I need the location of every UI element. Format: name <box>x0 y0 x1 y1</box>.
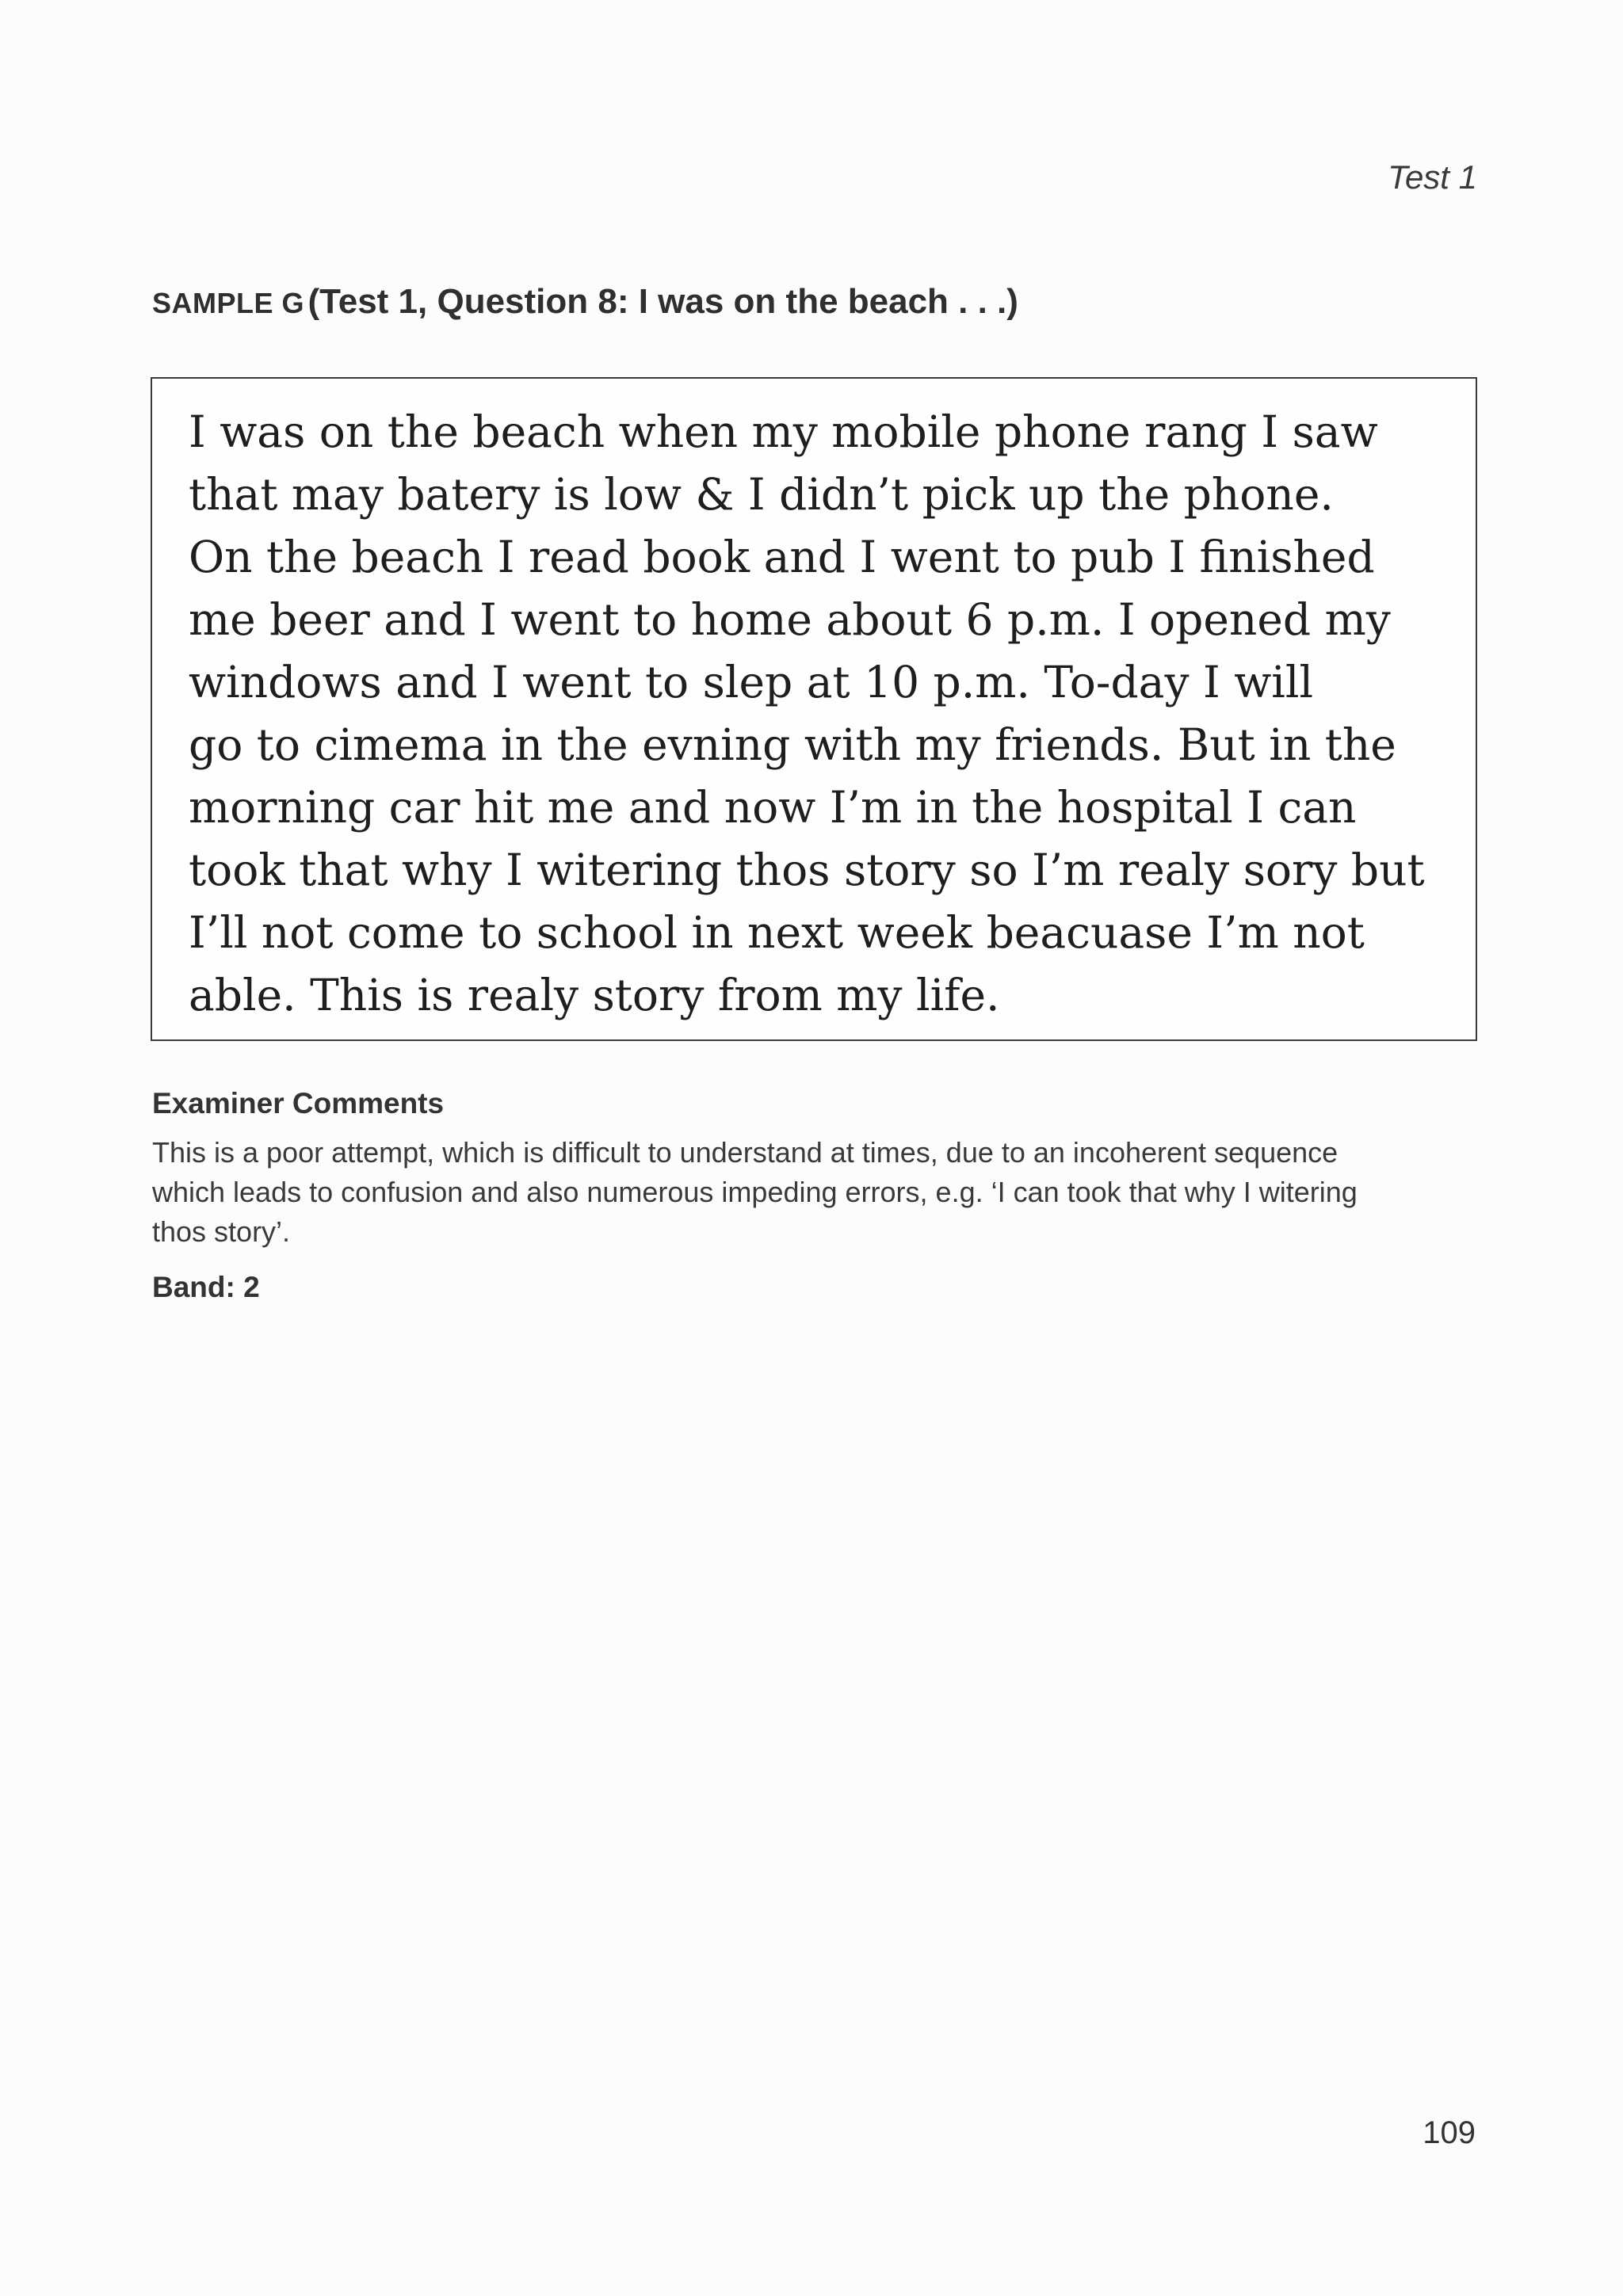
page-number: 109 <box>1423 2115 1476 2150</box>
answer-line: I’ll not come to school in next week beacuase I’m not <box>189 907 1365 958</box>
answer-line: took that why I witering thos story so I’m realy sory but <box>189 845 1425 895</box>
comment-line: which leads to confusion and also numerous impeding errors, e.g. ‘I can took that why I witering <box>152 1176 1358 1208</box>
answer-line: me beer and I went to home about 6 p.m. I opened my <box>189 594 1391 645</box>
sample-question: (Test 1, Question 8: I was on the beach . . .) <box>307 282 1018 321</box>
answer-line: able. This is realy story from my life. <box>189 970 1000 1020</box>
answer-line: morning car hit me and now I’m in the hospital I can <box>189 782 1357 833</box>
examiner-comments-heading: Examiner Comments <box>152 1087 445 1119</box>
examiner-comments-body <box>152 1133 1358 1252</box>
handwritten-answer <box>189 401 1460 1027</box>
sample-tag: SAMPLE G <box>152 287 305 319</box>
sample-heading <box>152 282 1018 322</box>
answer-line: that may batery is low & I didn’t pick up the phone. <box>189 469 1334 520</box>
running-head: Test 1 <box>1388 158 1477 196</box>
answer-box <box>151 377 1477 1041</box>
answer-line: On the beach I read book and I went to pub I finished <box>189 532 1375 582</box>
band-score: Band: 2 <box>152 1271 260 1303</box>
answer-line: I was on the beach when my mobile phone rang I saw <box>189 406 1378 457</box>
comment-line: This is a poor attempt, which is difficult to understand at times, due to an incoherent sequence <box>152 1136 1338 1169</box>
answer-line: go to cimema in the evning with my friends. But in the <box>189 719 1396 770</box>
answer-line: windows and I went to slep at 10 p.m. To-day I will <box>189 657 1314 707</box>
comment-line: thos story’. <box>152 1215 291 1248</box>
